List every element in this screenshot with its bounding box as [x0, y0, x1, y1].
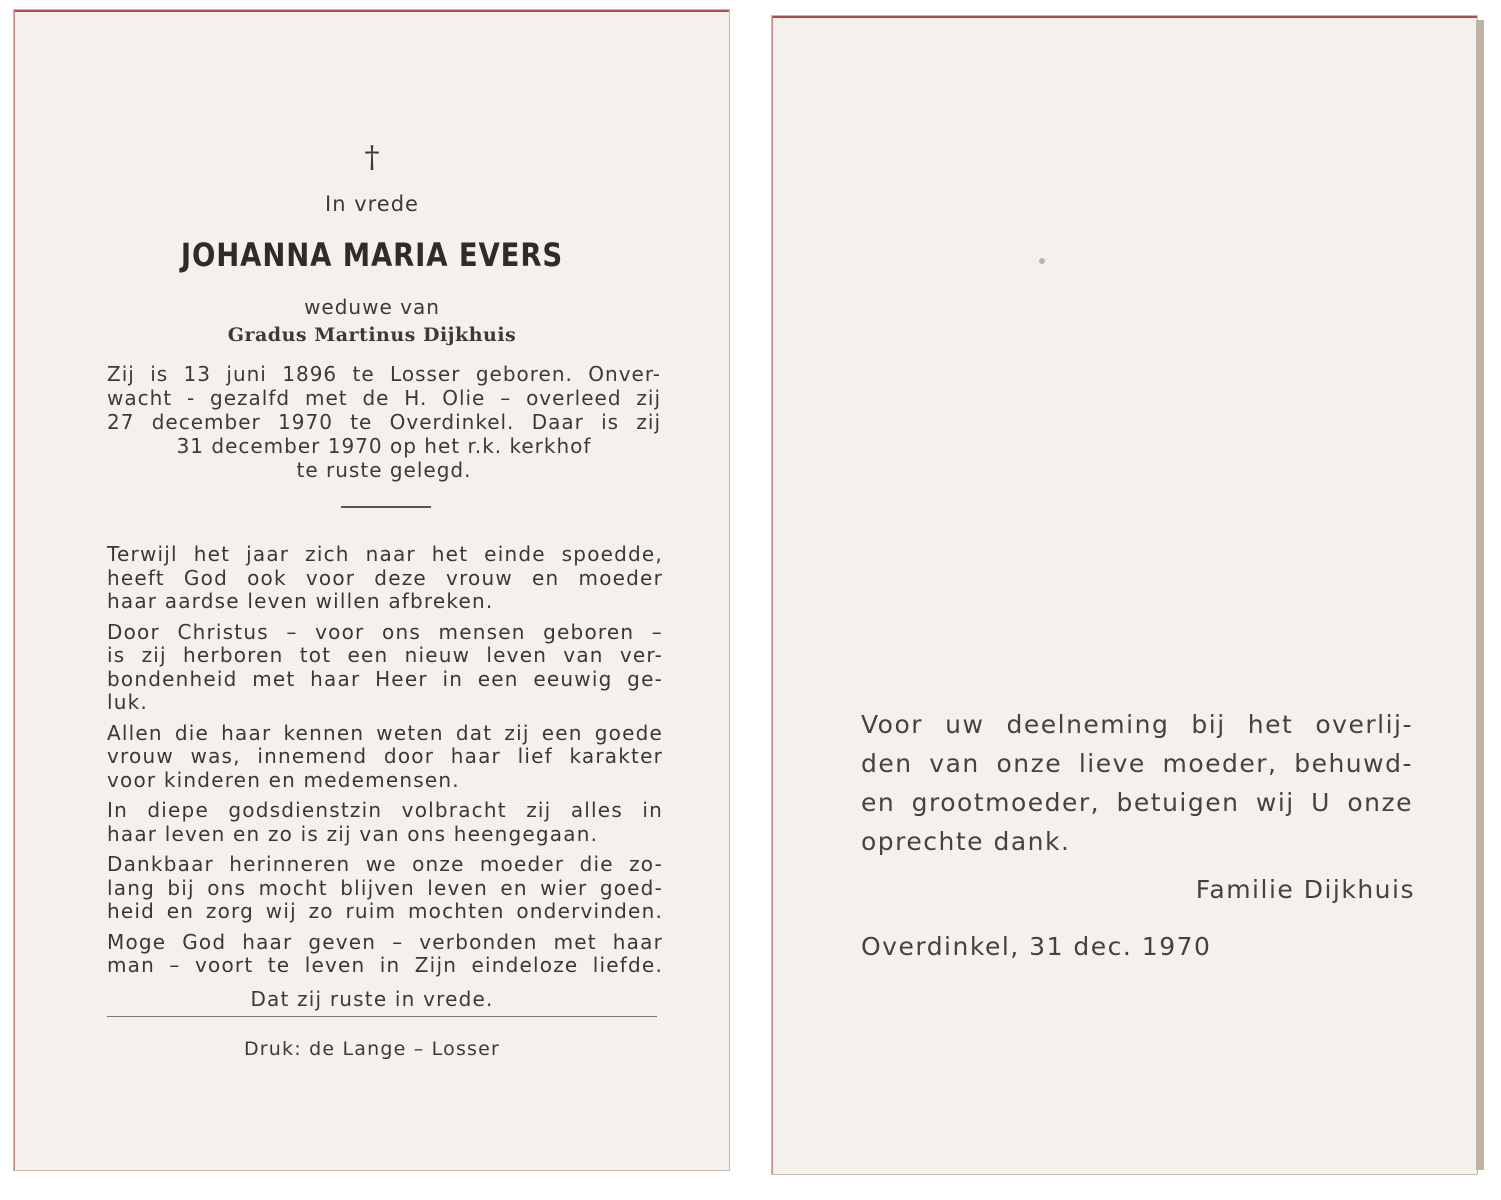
paragraph	[107, 931, 663, 978]
card-edge	[1476, 20, 1484, 1170]
text-line: heid en zorg wij zo ruim mochten ondervinden.	[107, 899, 663, 923]
text-line: haar aardse leven willen afbreken.	[107, 589, 494, 613]
text-line: Allen die haar kennen weten dat zij een goede	[107, 720, 663, 745]
place-date: Overdinkel, 31 dec. 1970	[861, 932, 1212, 961]
family-signature: Familie Dijkhuis	[1195, 875, 1415, 904]
text-line: voor kinderen en medemensen.	[107, 767, 460, 792]
thank-you-text	[861, 705, 1413, 861]
memorial-card-back	[772, 16, 1477, 1174]
bio-line: Zij is 13 juni 1896 te Losser geboren. Onver-	[107, 362, 661, 386]
text-line: haar leven en zo is zij van ons heengegaan.	[107, 821, 599, 846]
text-line: luk.	[107, 690, 148, 714]
paragraph	[107, 543, 663, 614]
text-line: man – voort te leven in Zijn eindeloze liefde.	[107, 953, 663, 977]
text-line: Door Christus – voor ons mensen geboren –	[107, 619, 663, 644]
bio-line: te ruste gelegd.	[296, 458, 472, 482]
text-line: In diepe godsdienstzin volbracht zij alles in	[107, 798, 663, 822]
paragraph	[107, 799, 663, 846]
text-line: Voor uw deelneming bij het overlij-	[861, 710, 1413, 739]
divider-short	[341, 506, 431, 508]
text-line: Moge God haar geven – verbonden met haar	[107, 929, 663, 954]
paper-speck	[1039, 258, 1045, 264]
bio-line: wacht - gezalfd met de H. Olie – overleed zij	[107, 386, 661, 410]
text-line: Terwijl het jaar zich naar het einde spoedde,	[107, 542, 663, 566]
widow-of-label: weduwe van	[304, 295, 440, 319]
closing-line: Dat zij ruste in vrede.	[250, 987, 494, 1011]
in-vrede-heading: In vrede	[325, 192, 419, 216]
divider-long	[107, 1016, 657, 1017]
text-line: lang bij ons mocht blijven leven en wier goed-	[107, 875, 663, 900]
paragraph	[107, 621, 663, 715]
memorial-card-front	[14, 10, 729, 1170]
text-line: den van onze lieve moeder, behuwd-	[861, 749, 1413, 778]
paragraph	[107, 853, 663, 924]
text-line: is zij herboren tot een nieuw leven van ver-	[107, 643, 663, 667]
paragraph	[107, 722, 663, 793]
printer-credit: Druk: de Lange – Losser	[243, 1038, 501, 1060]
deceased-name: JOHANNA MARIA EVERS	[180, 236, 564, 274]
text-line: oprechte dank.	[861, 827, 1071, 856]
bio-line: 27 december 1970 te Overdinkel. Daar is zij	[107, 410, 661, 434]
text-line: heeft God ook voor deze vrouw en moeder	[107, 565, 663, 590]
text-line: Dankbaar herinneren we onze moeder die zo-	[107, 852, 663, 876]
cross-symbol: †	[364, 140, 380, 175]
text-line: vrouw was, innemend door haar lief karakter	[107, 744, 663, 768]
text-line: en grootmoeder, betuigen wij U onze	[861, 788, 1413, 817]
memorial-text	[107, 543, 663, 985]
biography	[107, 362, 661, 482]
text-line: bondenheid met haar Heer in een eeuwig ge-	[107, 666, 663, 691]
husband-name: Gradus Martinus Dijkhuis	[227, 324, 517, 346]
bio-line: 31 december 1970 op het r.k. kerkhof	[176, 434, 592, 458]
